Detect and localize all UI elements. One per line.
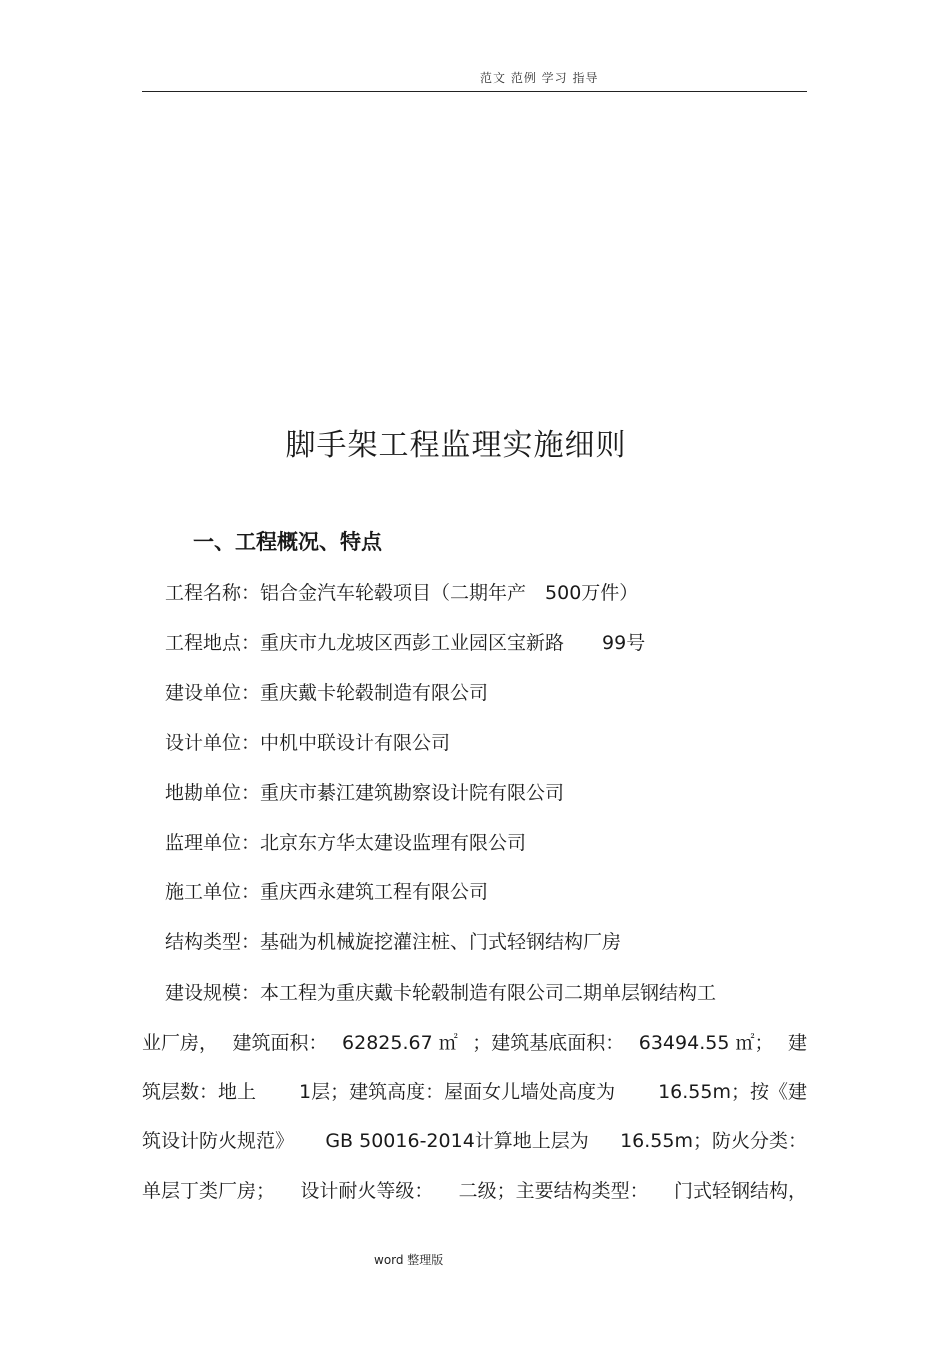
text-segment: 1层；建筑高度：屋面女儿墙处高度为 <box>299 1081 616 1103</box>
field-label: 结构类型： <box>165 931 261 953</box>
field-owner <box>165 678 488 705</box>
section-heading: 一、工程概况、特点 <box>193 530 382 554</box>
scale-line-4 <box>142 1126 807 1153</box>
text-segment: 62825.67 ㎡ <box>342 1032 458 1054</box>
scale-line-5 <box>142 1176 807 1203</box>
text-segment: 筑层数：地上 <box>142 1081 257 1103</box>
field-project-location <box>165 628 645 655</box>
text-segment: 单层丁类厂房； <box>142 1180 276 1202</box>
text-segment: 业厂房， <box>142 1032 219 1054</box>
text-segment: 筑设计防火规范》 <box>142 1130 295 1152</box>
text-segment: 建筑面积： <box>232 1032 328 1054</box>
field-value: 北京东方华太建设监理有限公司 <box>260 832 527 854</box>
field-value: 铝合金汽车轮毂项目（二期年产 500万件） <box>260 582 639 604</box>
field-label: 地勘单位： <box>165 782 261 804</box>
text-segment: 16.55m；防火分类： <box>620 1130 807 1152</box>
text-segment: 建 <box>787 1032 807 1054</box>
text-segment: 16.55m；按《建 <box>658 1081 807 1103</box>
field-value: 重庆戴卡轮毂制造有限公司 <box>260 682 489 704</box>
text-segment: 63494.55 ㎡； <box>638 1032 774 1054</box>
field-project-name <box>165 578 638 605</box>
page-footer-text: word 整理版 <box>374 1253 444 1267</box>
text-segment: ；建筑基底面积： <box>472 1032 625 1054</box>
header-divider <box>142 91 807 92</box>
field-value: 基础为机械旋挖灌注桩、门式轻钢结构厂房 <box>260 931 622 953</box>
field-label: 工程地点： <box>165 632 261 654</box>
field-structure-type <box>165 927 621 954</box>
field-label: 工程名称： <box>165 582 261 604</box>
scale-line-1: 建设规模：本工程为重庆戴卡轮毂制造有限公司二期单层钢结构工 <box>165 982 717 1004</box>
document-title: 脚手架工程监理实施细则 <box>285 428 627 463</box>
field-value: 重庆市綦江建筑勘察设计院有限公司 <box>260 782 565 804</box>
field-value: 中机中联设计有限公司 <box>260 732 451 754</box>
field-value: 重庆西永建筑工程有限公司 <box>260 881 489 903</box>
field-label: 施工单位： <box>165 881 261 903</box>
field-contractor <box>165 877 488 904</box>
text-segment: 二级；主要结构类型： <box>458 1180 649 1202</box>
scale-line-3 <box>142 1077 807 1104</box>
field-label: 建设单位： <box>165 682 261 704</box>
text-segment: 门式轻钢结构， <box>673 1180 807 1202</box>
field-survey <box>165 778 564 805</box>
field-value: 重庆市九龙坡区西彭工业园区宝新路 99号 <box>260 632 646 654</box>
text-segment: 设计耐火等级： <box>300 1180 434 1202</box>
text-segment: GB 50016-2014计算地上层为 <box>325 1130 589 1152</box>
field-supervisor <box>165 828 526 855</box>
page-header-text: 范文 范例 学习 指导 <box>480 71 599 85</box>
scale-line-2 <box>142 1028 807 1055</box>
field-label: 设计单位： <box>165 732 261 754</box>
field-designer <box>165 728 450 755</box>
field-label: 监理单位： <box>165 832 261 854</box>
